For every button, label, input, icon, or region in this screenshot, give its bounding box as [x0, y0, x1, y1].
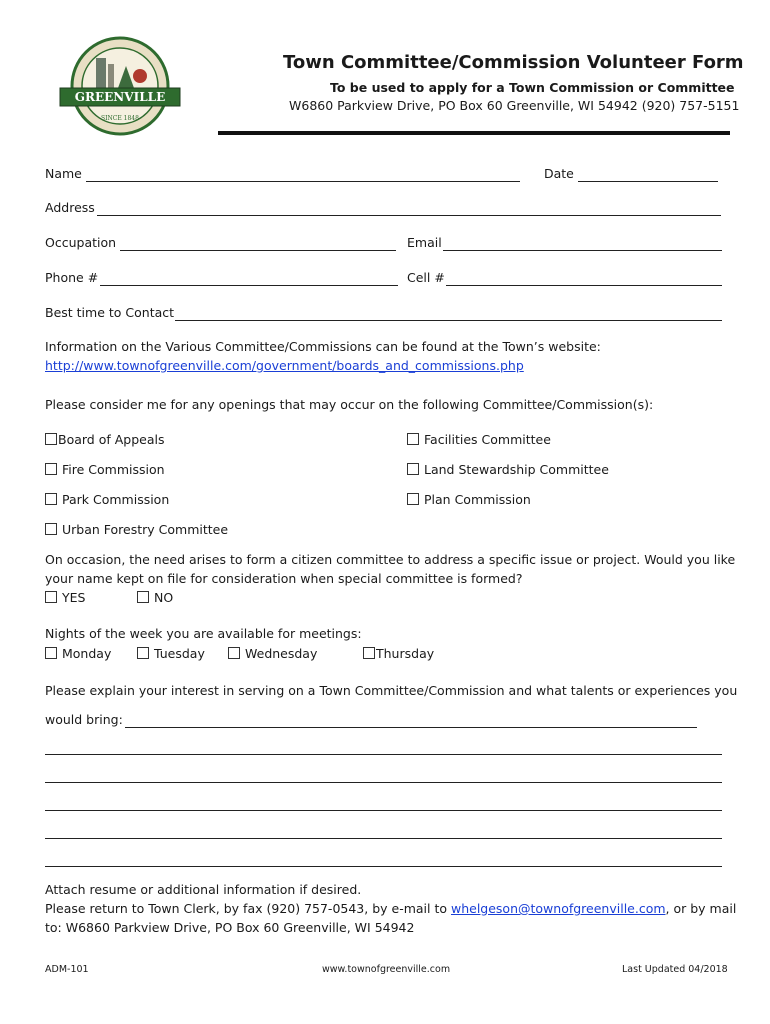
cell-field[interactable] [446, 285, 722, 286]
last-updated: Last Updated 04/2018 [622, 964, 728, 975]
checkbox-icon[interactable] [45, 591, 57, 603]
checkbox-icon[interactable] [45, 523, 57, 535]
phone-label: Phone # [45, 270, 99, 285]
interest-answer-line[interactable] [45, 838, 722, 839]
interest-answer-line[interactable] [45, 810, 722, 811]
form-id: ADM-101 [45, 964, 89, 975]
occupation-field[interactable] [120, 250, 396, 251]
checkbox-icon[interactable] [407, 433, 419, 445]
land-stewardship-option[interactable]: Land Stewardship Committee [407, 462, 609, 477]
date-label: Date [544, 166, 574, 181]
citizen-question-line2: your name kept on file for consideration when special committee is formed? [45, 571, 523, 586]
email-field[interactable] [443, 250, 722, 251]
checkbox-icon[interactable] [45, 433, 57, 445]
interest-answer-line[interactable] [45, 866, 722, 867]
cell-label: Cell # [407, 270, 445, 285]
yes-option[interactable]: YES [45, 590, 85, 605]
address-label: Address [45, 200, 95, 215]
form-subtitle: To be used to apply for a Town Commission or Committee [330, 80, 735, 95]
checkbox-icon[interactable] [407, 463, 419, 475]
fire-commission-option[interactable]: Fire Commission [45, 462, 165, 477]
thursday-option[interactable]: Thursday [363, 646, 434, 661]
checkbox-icon[interactable] [45, 493, 57, 505]
plan-commission-option[interactable]: Plan Commission [407, 492, 531, 507]
svg-text:SINCE 1848: SINCE 1848 [101, 115, 139, 122]
checkbox-icon[interactable] [228, 647, 240, 659]
checkbox-icon[interactable] [137, 591, 149, 603]
tuesday-option[interactable]: Tuesday [137, 646, 205, 661]
name-label: Name [45, 166, 82, 181]
interest-answer-line[interactable] [45, 754, 722, 755]
nights-prompt: Nights of the week you are available for meetings: [45, 626, 362, 641]
committees-website-link[interactable]: http://www.townofgreenville.com/government/boards_and_commissions.php [45, 358, 524, 373]
info-text: Information on the Various Committee/Commissions can be found at the Town’s website: [45, 339, 601, 354]
checkbox-icon[interactable] [45, 647, 57, 659]
address-field[interactable] [97, 215, 721, 216]
interest-prompt: Please explain your interest in serving on a Town Committee/Commission and what talents or experiences you [45, 683, 738, 698]
phone-field[interactable] [100, 285, 398, 286]
town-logo [56, 36, 184, 136]
mail-address: to: W6860 Parkview Drive, PO Box 60 Greenville, WI 54942 [45, 920, 415, 935]
best-time-field[interactable] [175, 320, 722, 321]
name-field[interactable] [86, 181, 520, 182]
interest-answer-line[interactable] [125, 727, 697, 728]
footer-website: www.townofgreenville.com [322, 964, 451, 975]
checkbox-icon[interactable] [45, 463, 57, 475]
board-of-appeals-option[interactable]: Board of Appeals [45, 432, 165, 447]
attach-note: Attach resume or additional information if desired. [45, 882, 362, 897]
checkbox-icon[interactable] [363, 647, 375, 659]
facilities-committee-option[interactable]: Facilities Committee [407, 432, 551, 447]
citizen-question-line1: On occasion, the need arises to form a citizen committee to address a specific issue or project. Would you like [45, 552, 736, 567]
no-option[interactable]: NO [137, 590, 173, 605]
urban-forestry-option[interactable]: Urban Forestry Committee [45, 522, 228, 537]
monday-option[interactable]: Monday [45, 646, 111, 661]
header-rule [218, 131, 730, 135]
wednesday-option[interactable]: Wednesday [228, 646, 317, 661]
checkbox-icon[interactable] [137, 647, 149, 659]
best-time-label: Best time to Contact [45, 305, 175, 320]
form-title: Town Committee/Commission Volunteer Form [283, 52, 744, 73]
committees-prompt: Please consider me for any openings that may occur on the following Committee/Commission(s): [45, 397, 654, 412]
date-field[interactable] [578, 181, 718, 182]
occupation-label: Occupation [45, 235, 117, 250]
would-bring-label: would bring: [45, 712, 123, 727]
checkbox-icon[interactable] [407, 493, 419, 505]
svg-text:GREENVILLE: GREENVILLE [74, 90, 166, 104]
town-address: W6860 Parkview Drive, PO Box 60 Greenville, WI 54942 (920) 757-5151 [289, 98, 740, 113]
interest-answer-line[interactable] [45, 782, 722, 783]
clerk-email-link[interactable]: whelgeson@townofgreenville.com [450, 901, 666, 916]
park-commission-option[interactable]: Park Commission [45, 492, 169, 507]
return-instructions: Please return to Town Clerk, by fax (920) 757-0543, by e-mail to whelgeson@townofgreenville.com, or by mail [45, 901, 737, 916]
email-label: Email [407, 235, 442, 250]
